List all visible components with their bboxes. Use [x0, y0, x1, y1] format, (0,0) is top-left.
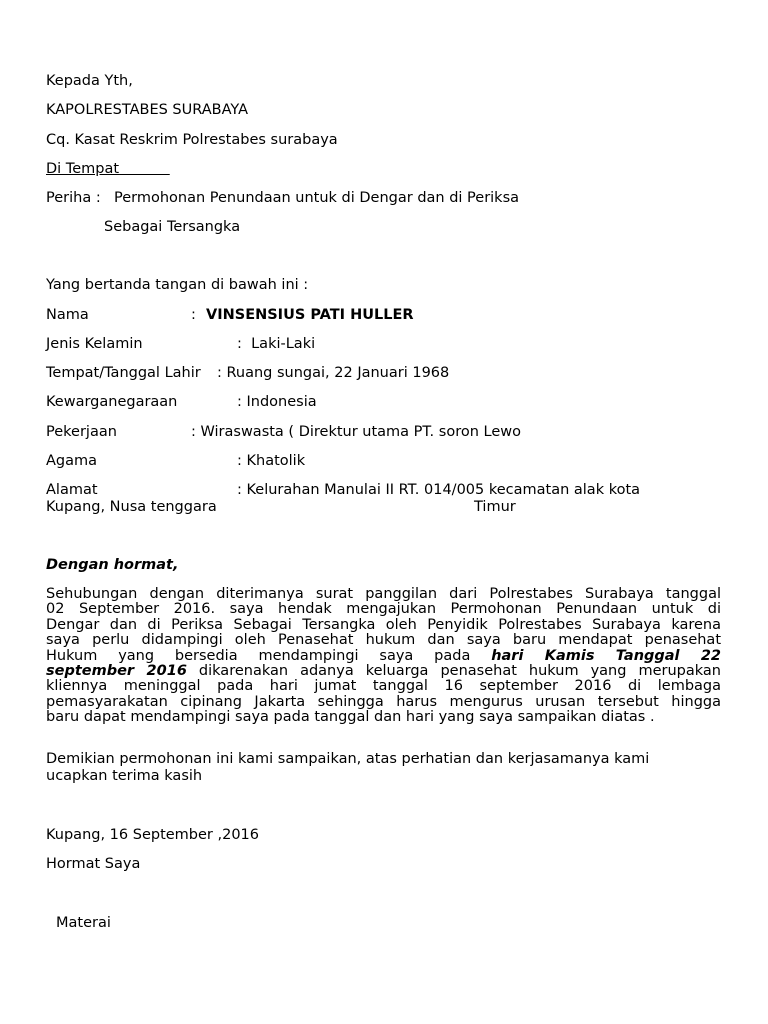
field-al-cont-left: Kupang, Nusa tenggara: [46, 499, 217, 515]
body-line: saya perlu didampingi oleh Penasehat hukum dan saya baru mendapat penasehat: [46, 632, 721, 649]
field-al-label: Alamat: [46, 482, 98, 498]
subject-label: Periha :: [46, 190, 101, 206]
regards: Hormat Saya: [46, 856, 141, 872]
recipient-cq: Cq. Kasat Reskrim Polrestabes surabaya: [46, 132, 338, 148]
body-line: kliennya meninggal pada hari jumat tanggal 16 september 2016 di lembaga: [46, 678, 721, 695]
body-line: pemasyarakatan cipinang Jakarta sehingga harus mengurus urusan tersebut hingga: [46, 693, 721, 710]
field-ag-label: Agama: [46, 453, 98, 469]
field-al-cont-right: Timur: [474, 499, 516, 515]
field-nama-sep: :: [191, 307, 196, 323]
subject-line-1: Permohonan Penundaan untuk di Dengar dan di Periksa: [114, 190, 520, 206]
place: Di Tempat: [46, 161, 120, 177]
field-kw-value: : Indonesia: [237, 394, 317, 410]
field-kw-label: Kewarganegaraan: [46, 394, 178, 410]
field-jk-value: : Laki-Laki: [237, 336, 316, 352]
subject-line-2: Sebagai Tersangka: [104, 219, 241, 235]
field-al-value: : Kelurahan Manulai II RT. 014/005 kecamatan alak kota: [237, 482, 641, 498]
greeting: Kepada Yth,: [46, 73, 133, 89]
field-nama-value: VINSENSIUS PATI HULLER: [206, 307, 414, 323]
body-line: baru dapat mendampingi saya pada tanggal dan hari yang saya sampaikan diatas .: [46, 709, 655, 726]
field-ag-value: : Khatolik: [237, 453, 306, 469]
field-jk-label: Jenis Kelamin: [46, 336, 143, 352]
intro: Yang bertanda tangan di bawah ini :: [46, 277, 309, 293]
field-nama-label: Nama: [46, 307, 89, 323]
body-line-5b: hari Kamis Tanggal 22: [491, 647, 722, 664]
body-line: [46, 649, 721, 664]
materai: Materai: [56, 915, 111, 931]
body-line-6a: september 2016: [46, 663, 187, 680]
body-line: [46, 664, 721, 679]
body-line-5a: Hukum yang bersedia mendampingi saya pada: [46, 647, 492, 664]
body-line: Dengar dan di Periksa Sebagai Tersangka oleh Penyidik Polrestabes Surabaya karena: [46, 616, 721, 633]
field-ttl-label: Tempat/Tanggal Lahir: [46, 365, 201, 381]
body-line: 02 September 2016. saya hendak mengajukan Permohonan Penundaan untuk di: [46, 601, 721, 618]
field-ttl-value: : Ruang sungai, 22 Januari 1968: [217, 365, 450, 381]
body-line-6b: dikarenakan adanya keluarga penasehat hukum yang merupakan: [186, 663, 721, 680]
place-line: [46, 161, 170, 177]
field-pk-label: Pekerjaan: [46, 424, 117, 440]
closing-line-2: ucapkan terima kasih: [46, 768, 203, 784]
field-pk-value: : Wiraswasta ( Direktur utama PT. soron Lewo: [191, 424, 521, 440]
body-line: Sehubungan dengan diterimanya surat panggilan dari Polrestabes Surabaya tanggal: [46, 586, 721, 602]
recipient: KAPOLRESTABES SURABAYA: [46, 102, 249, 118]
salutation: Dengan hormat,: [46, 557, 179, 573]
body-paragraph: [46, 587, 721, 726]
place-date: Kupang, 16 September ,2016: [46, 827, 260, 843]
closing-line-1: Demikian permohonan ini kami sampaikan, atas perhatian dan kerjasamanya kami: [46, 751, 650, 767]
